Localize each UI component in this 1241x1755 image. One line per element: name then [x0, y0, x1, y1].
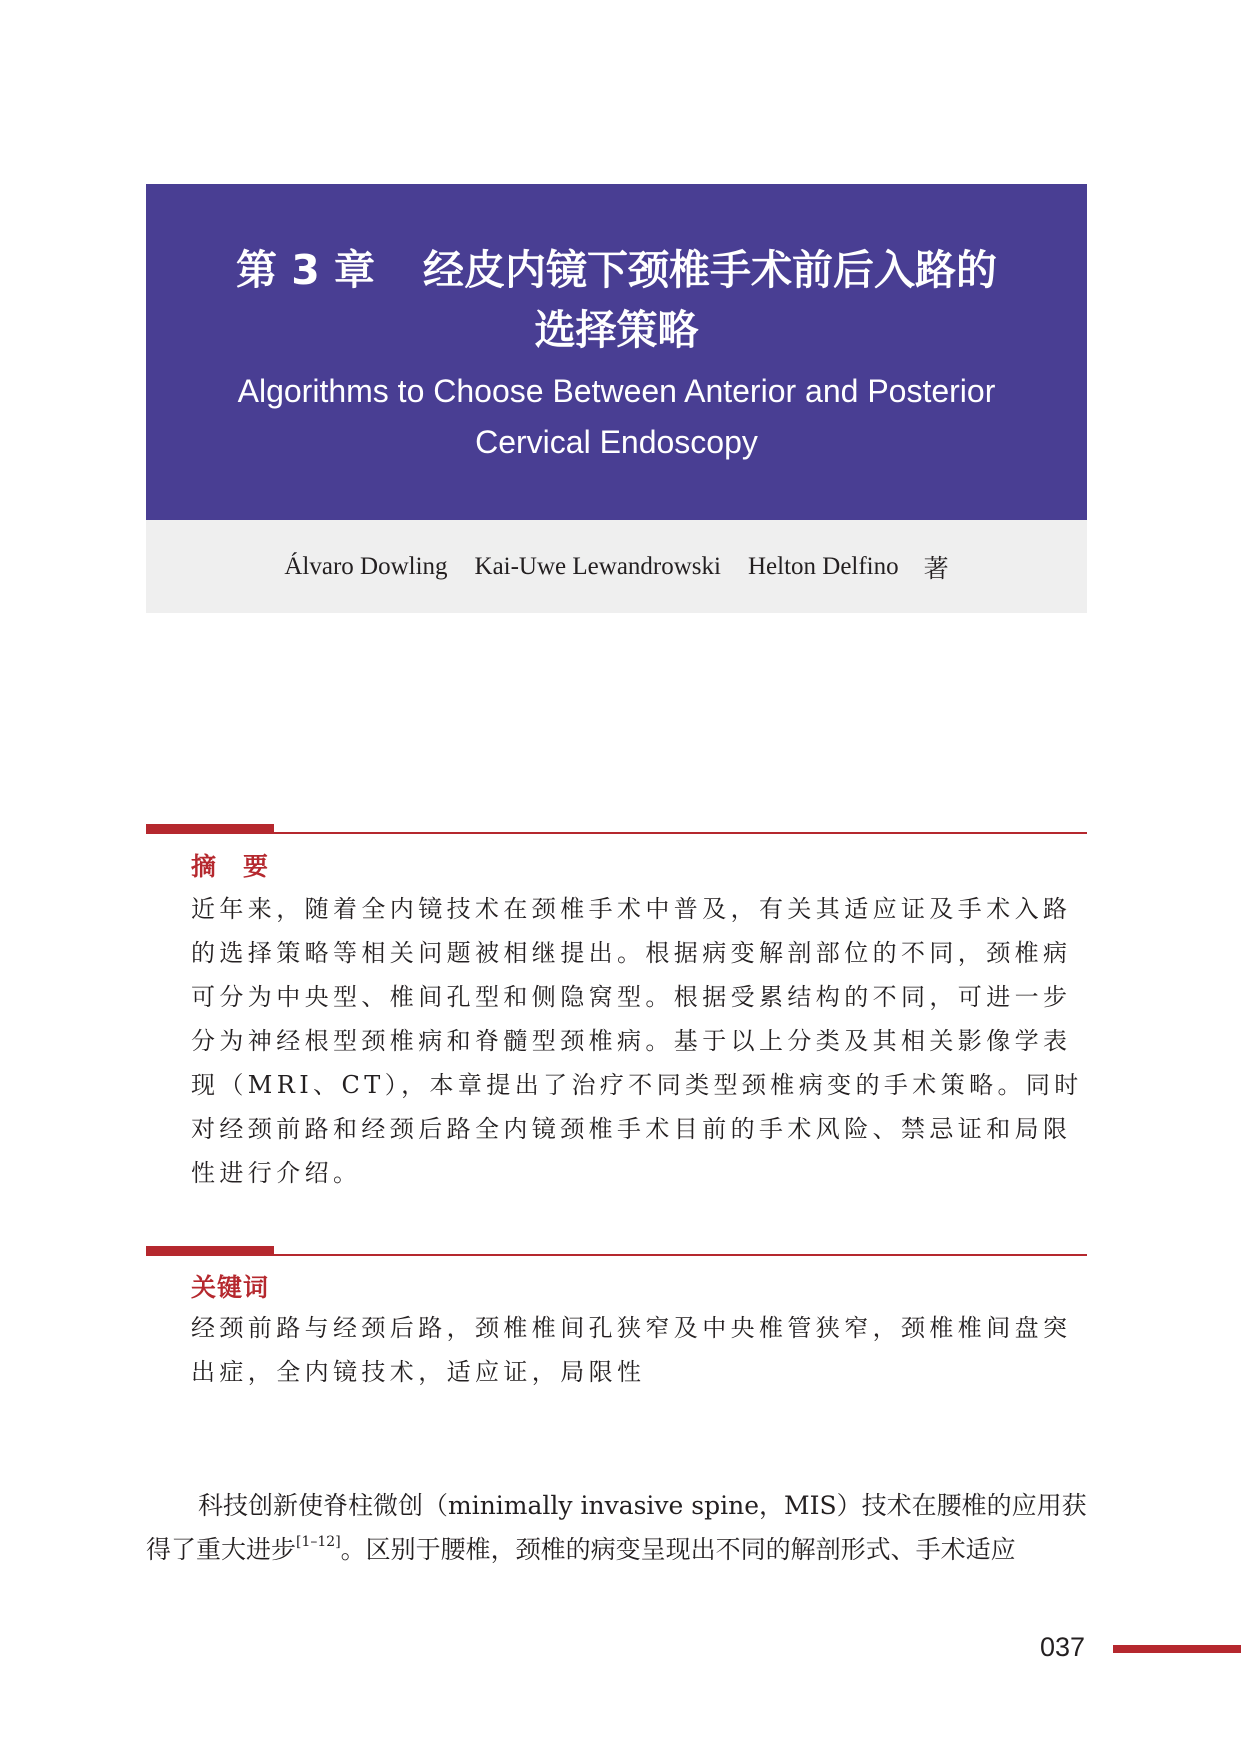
abstract-heading: 摘 要 [191, 852, 270, 881]
body-line-text: 得了重大进步 [146, 1535, 297, 1564]
abstract-line: 可分为中央型、椎间孔型和侧隐窝型。根据受累结构的不同，可进一步 [191, 983, 1072, 1011]
abstract-line: 性进行介绍。 [191, 1159, 362, 1187]
abstract-divider-thick [146, 824, 274, 834]
author-bar [146, 520, 1087, 613]
keywords-body [191, 1306, 1072, 1394]
chapter-number: 第 3 章 [235, 246, 376, 294]
abstract-divider-thin [274, 832, 1087, 834]
abstract-body [191, 887, 1083, 1195]
body-line-text: 。区别于腰椎，颈椎的病变呈现出不同的解剖形式、手术适应 [340, 1535, 1016, 1564]
chapter-title-cn-line2: 选择策略 [534, 306, 699, 354]
body-line: 科技创新使脊柱微创（minimally invasive spine，MIS）技术在腰椎的应用获 [198, 1491, 1087, 1520]
author-name: Helton Delfino [747, 552, 899, 580]
abstract-line: 现（MRI、CT），本章提出了治疗不同类型颈椎病变的手术策略。同时 [191, 1071, 1083, 1099]
abstract-line: 对经颈前路和经颈后路全内镜颈椎手术目前的手术风险、禁忌证和局限 [191, 1115, 1072, 1143]
author-name: Kai-Uwe Lewandrowski [474, 552, 721, 580]
abstract-line: 近年来，随着全内镜技术在颈椎手术中普及，有关其适应证及手术入路 [191, 895, 1072, 923]
chapter-title-cn-text: 经皮内镜下颈椎手术前后入路的 [423, 246, 998, 294]
keywords-line: 出症，全内镜技术，适应证，局限性 [191, 1358, 646, 1386]
body-line [146, 1528, 1087, 1572]
body-text [146, 1484, 1087, 1572]
page-number: 037 [1040, 1632, 1086, 1662]
abstract-line: 分为神经根型颈椎病和脊髓型颈椎病。基于以上分类及其相关影像学表 [191, 1027, 1072, 1055]
keywords-line: 经颈前路与经颈后路，颈椎椎间孔狭窄及中央椎管狭窄，颈椎椎间盘突 [191, 1314, 1072, 1342]
chapter-title-en-line2: Cervical Endoscopy [475, 424, 758, 460]
citation-reference[interactable]: [1–12] [296, 1534, 341, 1550]
chapter-title-banner [146, 184, 1087, 520]
chapter-title-cn-line1 [146, 240, 1087, 300]
chapter-title-en-line1: Algorithms to Choose Between Anterior and Posterior [237, 373, 996, 409]
abstract-divider [146, 824, 1087, 836]
author-name: Álvaro Dowling [284, 552, 448, 580]
page-number-rule [1113, 1645, 1241, 1653]
keywords-heading: 关键词 [191, 1273, 270, 1302]
author-suffix: 著 [923, 555, 949, 583]
keywords-divider [146, 1246, 1087, 1258]
keywords-divider-thick [146, 1246, 274, 1256]
abstract-line: 的选择策略等相关问题被相继提出。根据病变解剖部位的不同，颈椎病 [191, 939, 1072, 967]
keywords-divider-thin [274, 1254, 1087, 1256]
